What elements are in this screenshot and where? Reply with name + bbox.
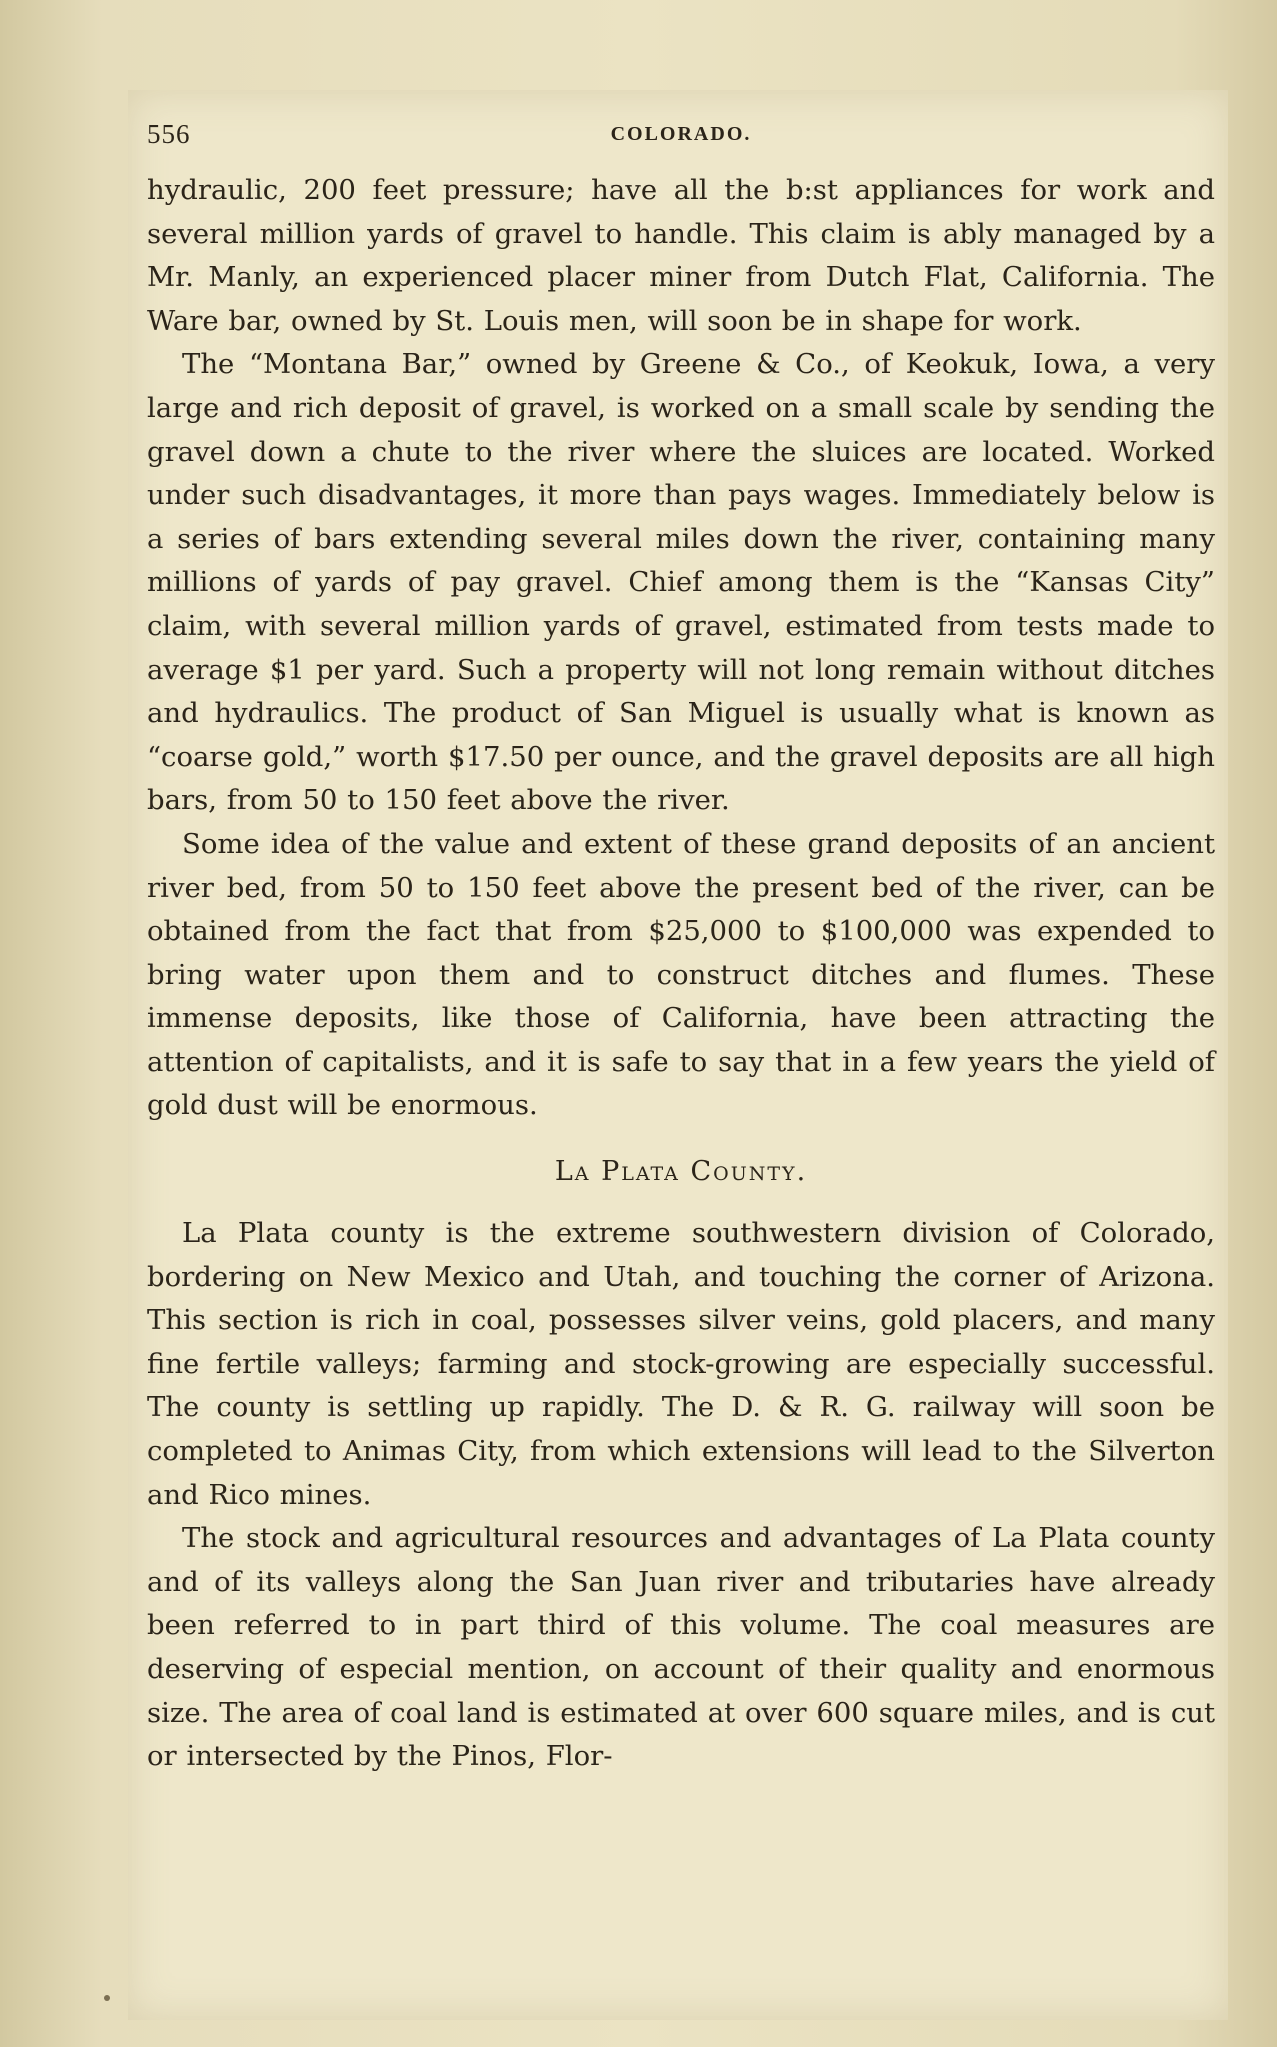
- section-paragraph-2: The stock and agricultural resources and advantages of La Plata county and of its valleys along the San Juan river and tributaries have already been referred to in part third of this volume. The coal measures are deserving of especial mention, on account of their quality and enormous size. The area of coal land is estimated at over 600 square miles, and is cut or intersected by the Pinos, Flor-: [147, 1522, 1215, 1773]
- page-number: 556: [147, 119, 191, 149]
- page-header: [147, 113, 1215, 159]
- page-content: [147, 113, 1215, 1779]
- section-paragraph-1: La Plata county is the extreme southwestern division of Colorado, bordering on New Mexico and Utah, and touching the corner of Arizona. This section is rich in coal, possesses silver veins, gold placers, and many fine fertile valleys; farming and stock-growing are especially successful. The county is settling up rapidly. The D. & R. G. railway will soon be completed to Animas City, from which extensions will lead to the Silverton and Rico mines.: [147, 1217, 1215, 1511]
- paragraph-3: Some idea of the value and extent of these grand deposits of an ancient river bed, from 50 to 150 feet above the present bed of the river, can be obtained from the fact that from $25,000 to $100,000 was expended to bring water upon them and to construct ditches and flumes. These immense deposits, like those of California, have been attracting the attention of capitalists, and it is safe to say that in a few years the yield of gold dust will be enormous.: [147, 827, 1215, 1122]
- running-head: COLORADO.: [610, 123, 752, 145]
- paragraph-2: The “Montana Bar,” owned by Greene & Co., of Keokuk, Iowa, a very large and rich deposit of gravel, is worked on a small scale by sending the gravel down a chute to the river where the sluices are located. Worked under such disadvantages, it more than pays wages. Immediately below is a series of bars extending several miles down the river, containing many millions of yards of pay gravel. Chief among them is the “Kansas City” claim, with several million yards of gravel, estimated from tests made to average $1 per yard. Such a property will not long remain without ditches and hydraulics. The product of San Miguel is usually what is known as “coarse gold,” worth $17.50 per ounce, and the gravel deposits are all high bars, from 50 to 150 feet above the river.: [147, 348, 1215, 817]
- section-heading: La Plata County.: [554, 1156, 808, 1188]
- paragraph-1: hydraulic, 200 feet pressure; have all the b:st appliances for work and several million yards of gravel to handle. This claim is ably managed by a Mr. Manly, an experienced placer miner from Dutch Flat, California. The Ware bar, owned by St. Louis men, will soon be in shape for work.: [147, 174, 1215, 337]
- paper-speck: [104, 1995, 110, 2001]
